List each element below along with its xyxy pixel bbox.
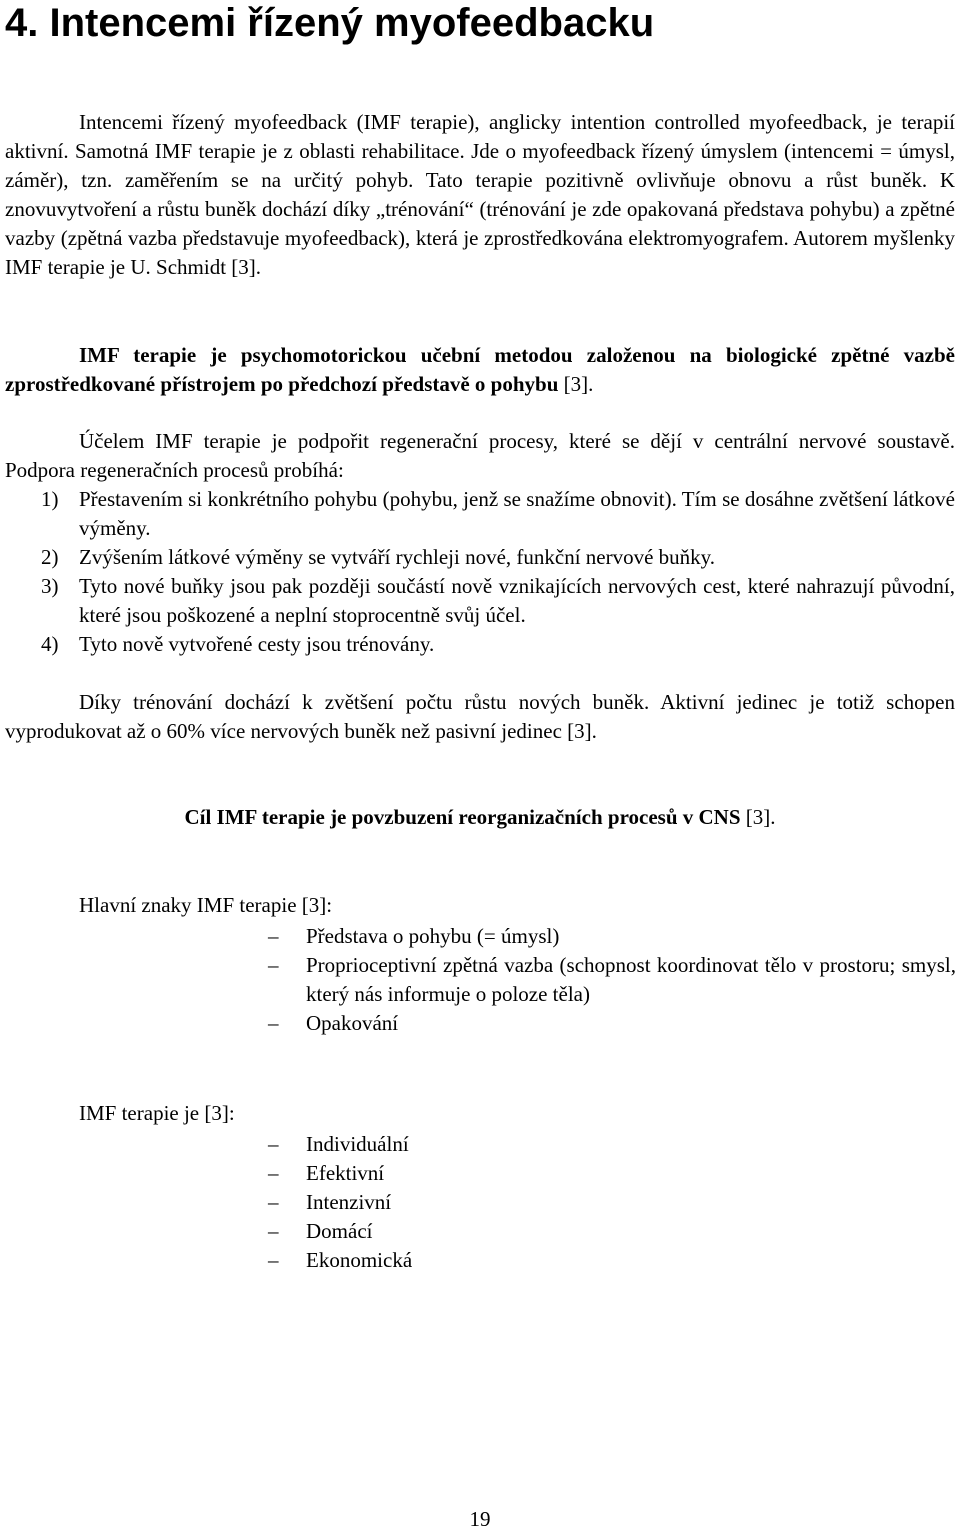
goal-bold-text: Cíl IMF terapie je povzbuzení reorganizačních procesů v CNS bbox=[184, 805, 741, 829]
definition-bold-text: IMF terapie je psychomotorickou učební metodou založenou na biologické zpětné vazbě zprostředkované přístrojem po předchozí představě o pohybu bbox=[5, 343, 955, 396]
property-item bbox=[268, 1217, 956, 1246]
step-text: Tyto nově vytvořené cesty jsou trénovány. bbox=[79, 632, 435, 656]
feature-item-text: Představa o pohybu (= úmysl) bbox=[306, 924, 560, 948]
dash-bullet: – bbox=[268, 1248, 279, 1272]
definition-paragraph bbox=[5, 341, 955, 399]
property-item bbox=[268, 1246, 956, 1275]
features-list bbox=[268, 922, 956, 1038]
dash-bullet: – bbox=[268, 1219, 279, 1243]
feature-item-text: Proprioceptivní zpětná vazba (schopnost koordinovat tělo v prostoru; smysl, který nás informuje o poloze těla) bbox=[306, 953, 956, 1006]
step-number: 2) bbox=[41, 545, 59, 569]
training-paragraph: Díky trénování dochází k zvětšení počtu růstu nových buněk. Aktivní jedinec je totiž schopen vyprodukovat až o 60% více nervových buněk než pasivní jedinec [3]. bbox=[5, 690, 955, 743]
feature-item-text: Opakování bbox=[306, 1011, 399, 1035]
property-item-text: Individuální bbox=[306, 1132, 409, 1156]
definition-reference: [3]. bbox=[558, 372, 594, 396]
properties-list bbox=[268, 1130, 956, 1275]
feature-item bbox=[268, 951, 956, 1009]
dash-bullet: – bbox=[268, 924, 279, 948]
process-step bbox=[5, 543, 955, 572]
properties-heading: IMF terapie je [3]: bbox=[79, 1101, 235, 1125]
goal-statement bbox=[5, 803, 955, 832]
purpose-paragraph: Účelem IMF terapie je podpořit regenerační procesy, které se dějí v centrální nervové soustavě. Podpora regeneračních procesů probíhá: bbox=[5, 429, 955, 482]
chapter-title: 4. Intencemi řízený myofeedbacku bbox=[5, 1, 655, 45]
property-item-text: Efektivní bbox=[306, 1161, 385, 1185]
property-item-text: Ekonomická bbox=[306, 1248, 413, 1272]
step-number: 1) bbox=[41, 487, 59, 511]
feature-item bbox=[268, 1009, 956, 1038]
step-text: Tyto nové buňky jsou pak později součástí nově vznikajících nervových cest, které nahrazují původní, které jsou poškozené a neplní stoprocentně svůj účel. bbox=[79, 574, 955, 627]
step-number: 4) bbox=[41, 632, 59, 656]
step-number: 3) bbox=[41, 574, 59, 598]
step-text: Přestavením si konkrétního pohybu (pohybu, jenž se snažíme obnovit). Tím se dosáhne zvětšení látkové výměny. bbox=[79, 487, 955, 540]
process-steps-list bbox=[5, 485, 955, 659]
property-item bbox=[268, 1188, 956, 1217]
page-number: 19 bbox=[469, 1507, 491, 1531]
dash-bullet: – bbox=[268, 1132, 279, 1156]
intro-paragraph: Intencemi řízený myofeedback (IMF terapie), anglicky intention controlled myofeedback, je terapií aktivní. Samotná IMF terapie je z oblasti rehabilitace. Jde o myofeedback řízený úmyslem (intencemi = úmysl, záměr), tzn. zaměřením se na určitý pohyb. Tato terapie pozitivně ovlivňuje obnovu a růst buněk. K znovuvytvoření a růstu buněk dochází díky „trénování“ (trénování je zde opakovaná představa pohybu) a zpětné vazby (zpětná vazba představuje myofeedback), která je zprostředkována elektromyografem. Autorem myšlenky IMF terapie je U. Schmidt [3]. bbox=[5, 110, 955, 279]
property-item bbox=[268, 1159, 956, 1188]
dash-bullet: – bbox=[268, 1190, 279, 1214]
process-step bbox=[5, 572, 955, 630]
property-item-text: Intenzivní bbox=[306, 1190, 392, 1214]
goal-reference: [3]. bbox=[740, 805, 776, 829]
property-item bbox=[268, 1130, 956, 1159]
property-item-text: Domácí bbox=[306, 1219, 373, 1243]
features-heading: Hlavní znaky IMF terapie [3]: bbox=[79, 893, 333, 917]
dash-bullet: – bbox=[268, 1161, 279, 1185]
process-step bbox=[5, 485, 955, 543]
dash-bullet: – bbox=[268, 953, 279, 977]
dash-bullet: – bbox=[268, 1011, 279, 1035]
process-step bbox=[5, 630, 955, 659]
feature-item bbox=[268, 922, 956, 951]
step-text: Zvýšením látkové výměny se vytváří rychleji nové, funkční nervové buňky. bbox=[79, 545, 716, 569]
